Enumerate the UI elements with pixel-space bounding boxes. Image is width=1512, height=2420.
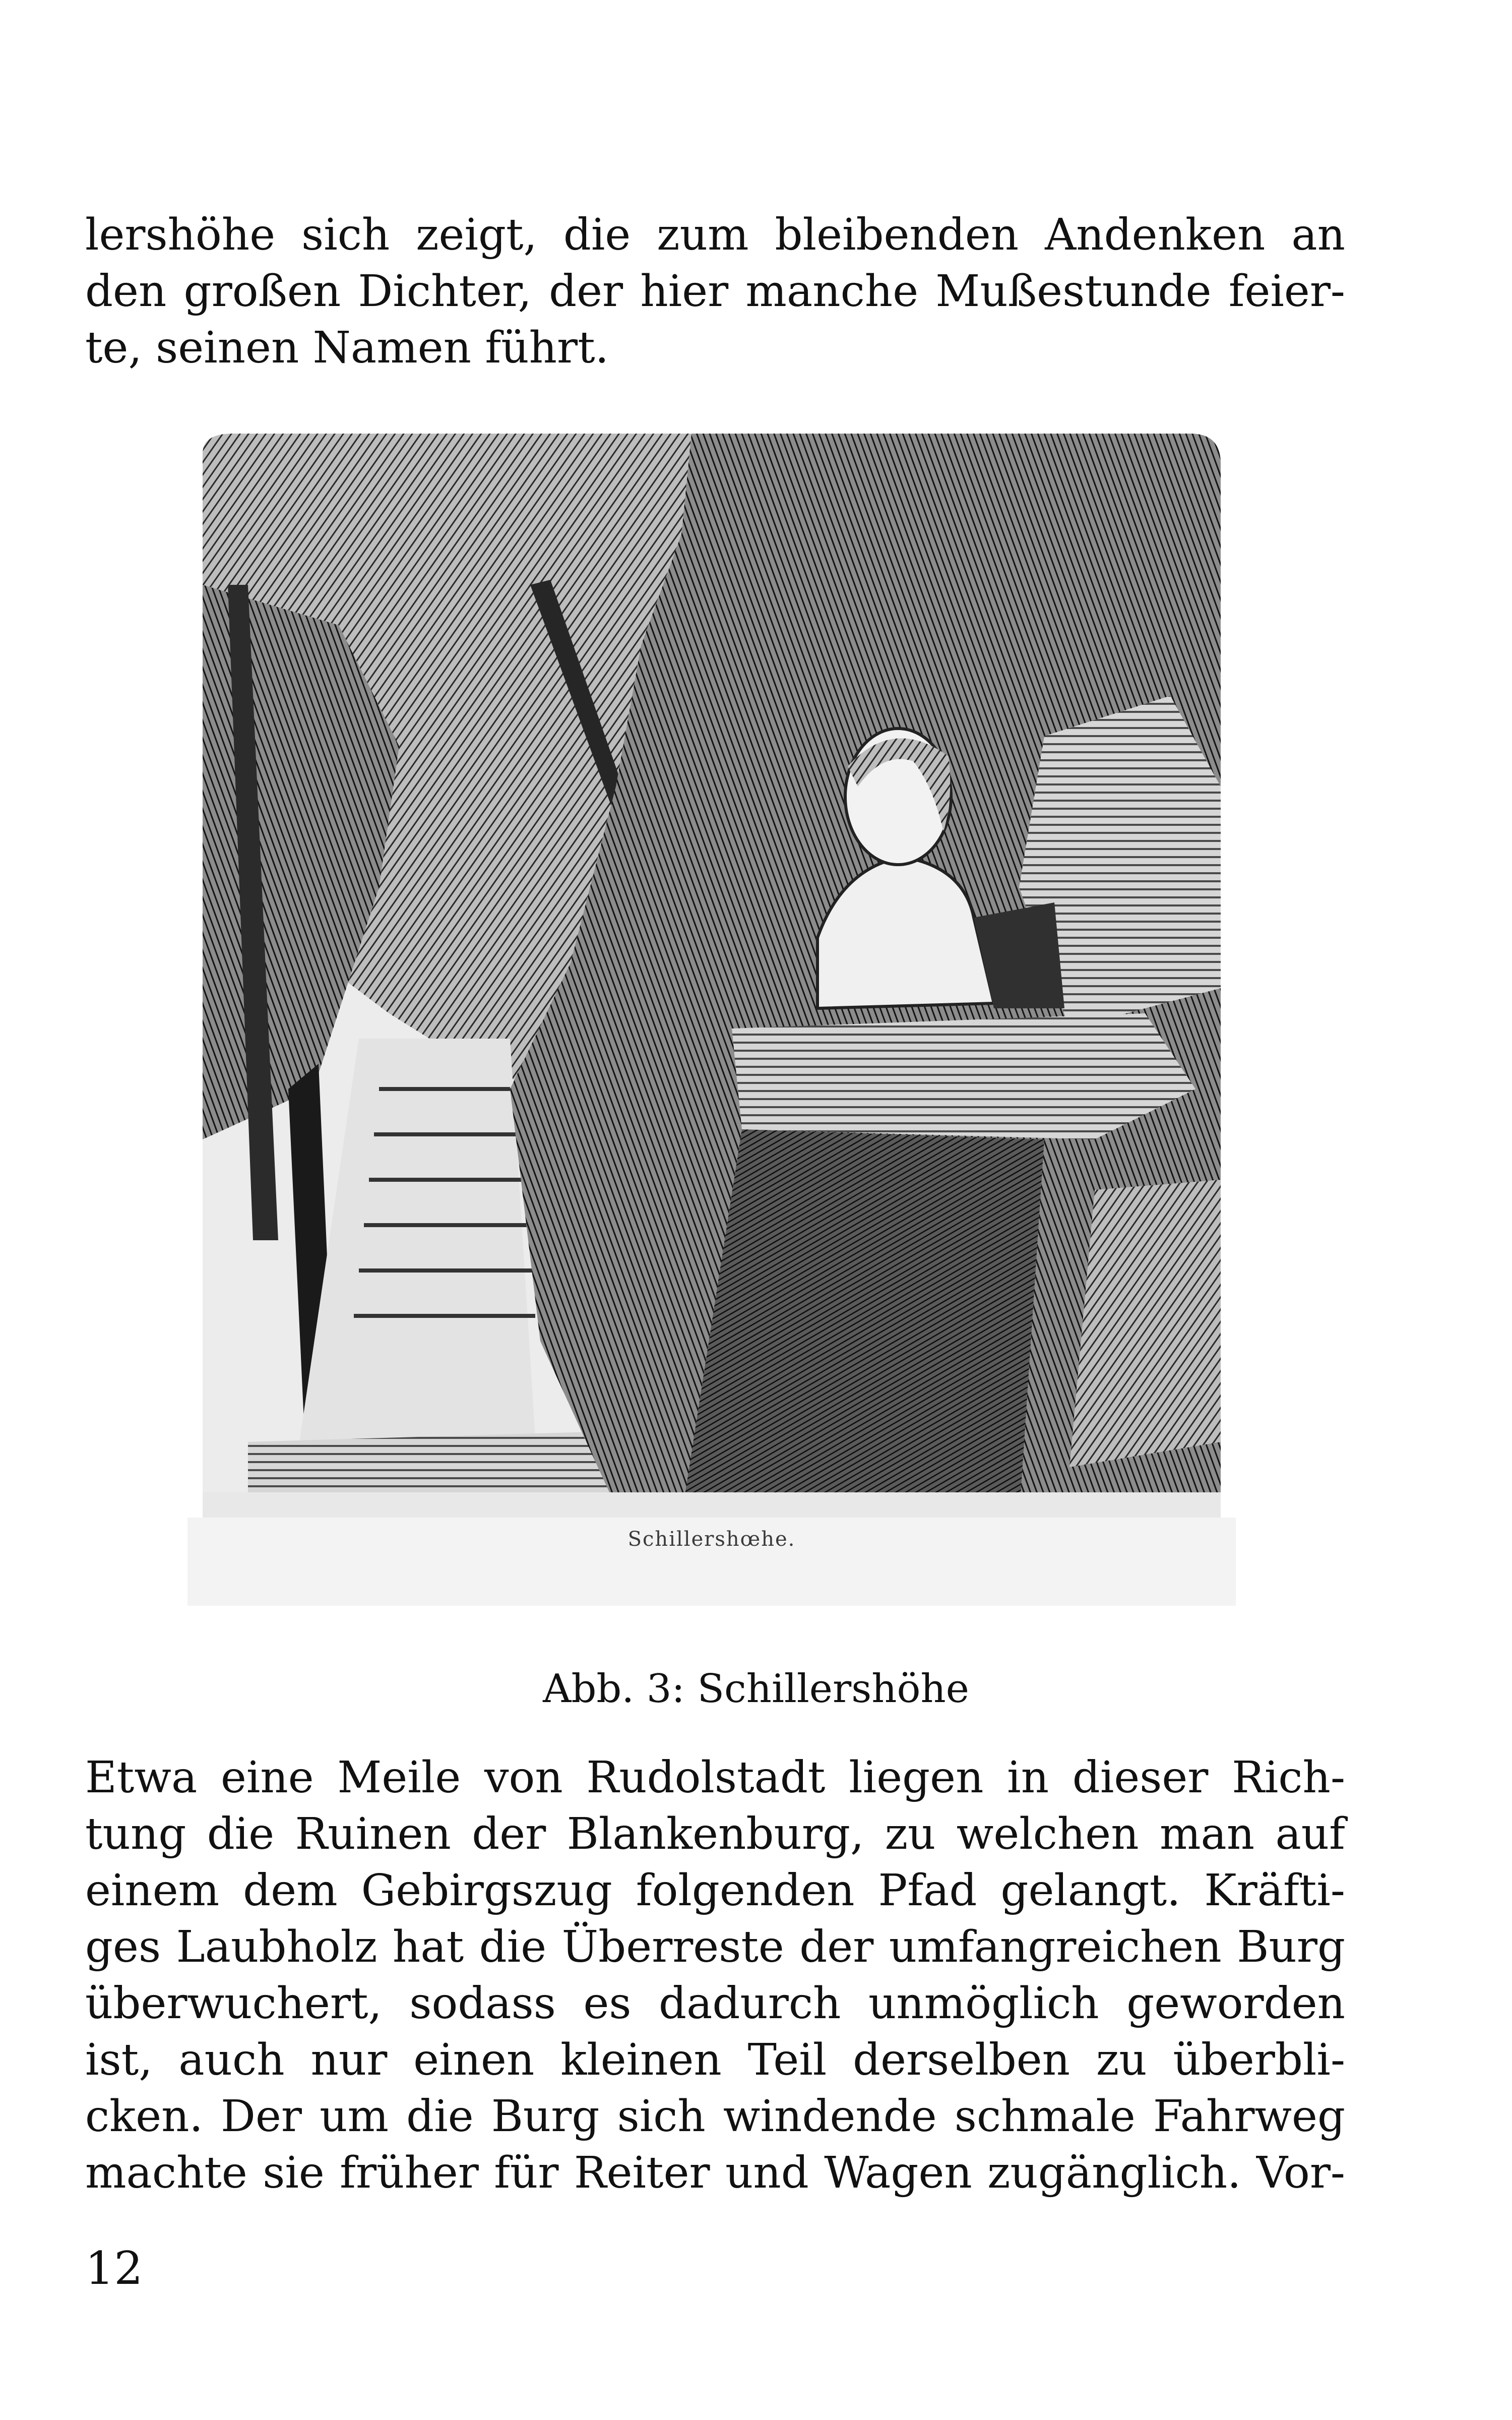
text-line: überwuchert, sodass es dadurch unmöglich geworden xyxy=(85,1978,1345,2029)
text-line: Etwa eine Meile von Rudolstadt liegen in dieser Rich- xyxy=(85,1752,1345,1803)
paragraph-top xyxy=(85,207,1345,376)
text-line: ges Laubholz hat die Überreste der umfangreichen Burg xyxy=(85,1922,1345,1972)
paragraph-bottom xyxy=(85,1749,1345,2201)
text-line: machte sie früher für Reiter und Wagen zugänglich. Vor- xyxy=(85,2148,1345,2198)
engraving-label: Schillershœhe. xyxy=(627,1528,796,1551)
text-line: ist, auch nur einen kleinen Teil derselben zu überbli- xyxy=(85,2035,1345,2085)
figure-caption: Abb. 3: Schillershöhe xyxy=(543,1666,969,1712)
text-line: tung die Ruinen der Blankenburg, zu welchen man auf xyxy=(85,1809,1345,1859)
text-line: den großen Dichter, der hier manche Mußestunde feier- xyxy=(85,266,1345,317)
text-line: te, seinen Namen führt. xyxy=(85,323,609,373)
text-line: einem dem Gebirgszug folgenden Pfad gelangt. Kräfti- xyxy=(85,1865,1345,1916)
engraving-illustration xyxy=(187,434,1236,1606)
text-line: cken. Der um die Burg sich windende schmale Fahrweg xyxy=(85,2091,1345,2142)
text-line: lershöhe sich zeigt, die zum bleibenden Andenken an xyxy=(85,210,1345,260)
page-number: 12 xyxy=(85,2242,143,2295)
